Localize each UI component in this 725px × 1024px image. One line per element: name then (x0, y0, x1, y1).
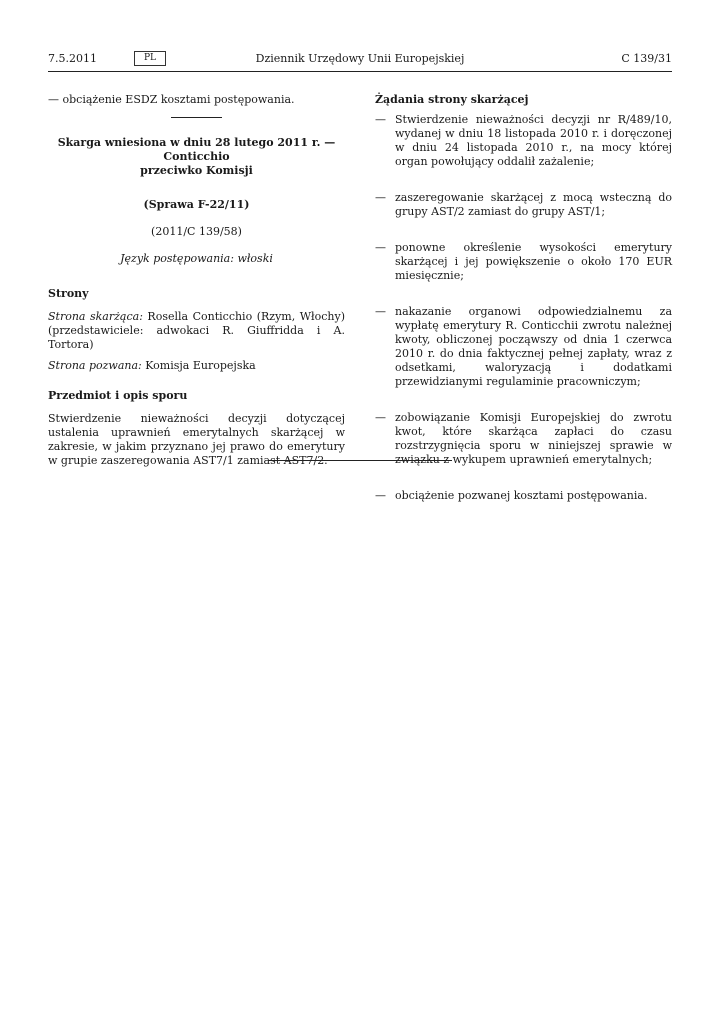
claim-text: Stwierdzenie nieważności decyzji nr R/489/10, wydanej w dniu 18 listopada 2010 r. i doręczonej w dniu 24 listopada 2010 r., na mocy której organ powołujący oddalił zażalenie; (395, 113, 672, 168)
procedure-language: Język postępowania: włoski (120, 252, 273, 265)
case-title (48, 136, 345, 178)
claim-text: nakazanie organowi odpowiedzialnemu za wypłatę emerytury R. Conticchii zwrotu należnej kwoty, obliczonej począwszy od dnia 1 czerwca 2010 r. do dnia faktycznej pełnej zapłaty, wraz z odsetkami, waloryzacją i dodatkami przewidzianymi regulaminie pracowniczym; (395, 305, 672, 388)
header-rule (48, 71, 672, 72)
language-badge: PL (134, 51, 166, 66)
right-column (375, 93, 672, 503)
header-date: 7.5.2011 (48, 52, 97, 65)
dash-marker: — (375, 305, 386, 318)
page-number: C 139/31 (621, 52, 672, 65)
page-header (48, 52, 672, 68)
claim-item (375, 241, 672, 283)
case-reference: (2011/C 139/58) (151, 225, 242, 238)
claim-text: obciążenie pozwanej kosztami postępowania. (395, 489, 648, 502)
claim-text: ponowne określenie wysokości emerytury skarżącej i jej powiększenie o około 170 EUR miesięcznie; (395, 241, 672, 282)
claim-item (375, 113, 672, 169)
dash-marker: — (375, 113, 386, 126)
defendant-text: Komisja Europejska (141, 359, 256, 372)
case-number: (Sprawa F-22/11) (143, 198, 250, 211)
applicant-label: Strona skarżąca: (48, 310, 143, 323)
applicant-text: Rosella Conticchio (Rzym, Włochy) (przedstawiciele: adwokaci R. Giuffridda i A. Tortora) (48, 310, 345, 351)
defendant-label: Strona pozwana: (48, 359, 142, 372)
claims-heading: Żądania strony skarżącej (375, 93, 529, 106)
dash-marker: — (375, 411, 386, 424)
parties-heading: Strony (48, 287, 89, 300)
claim-item (375, 489, 672, 503)
defendant-paragraph (48, 359, 345, 373)
subject-heading: Przedmiot i opis sporu (48, 389, 188, 402)
claim-text: zaszeregowanie skarżącej z mocą wsteczną do grupy AST/2 zamiast do grupy AST/1; (395, 191, 672, 218)
dash-marker: — (375, 241, 386, 254)
dash-marker: — (375, 489, 386, 502)
subject-text: Stwierdzenie nieważności decyzji dotyczącej ustalenia uprawnień emerytalnych skarżącej w zakresie, w jakim przyznano jej prawo do emerytury w grupie zaszeregowania AST7/1 zamiast AST7/2. (48, 412, 345, 467)
left-column (48, 93, 345, 468)
claim-text: zobowiązanie Komisji Europejskiej do zwrotu kwot, które skarżąca zapłaci do czasu rozstrzygnięcia sporu w niniejszej sprawie w związku z wykupem uprawnień emerytalnych; (395, 411, 672, 466)
case-title-line-1: Skarga wniesiona w dniu 28 lutego 2011 r. — Conticchio (57, 136, 336, 163)
dash-marker: — (375, 191, 386, 204)
journal-title: Dziennik Urzędowy Unii Europejskiej (255, 52, 465, 65)
separator-rule (171, 117, 222, 118)
carryover-line: — obciążenie ESDZ kosztami postępowania. (48, 93, 295, 106)
applicant-paragraph (48, 310, 345, 352)
claim-item (375, 191, 672, 219)
case-title-line-2: przeciwko Komisji (140, 164, 253, 177)
claim-item (375, 411, 672, 467)
end-rule (268, 460, 452, 461)
claim-item (375, 305, 672, 389)
